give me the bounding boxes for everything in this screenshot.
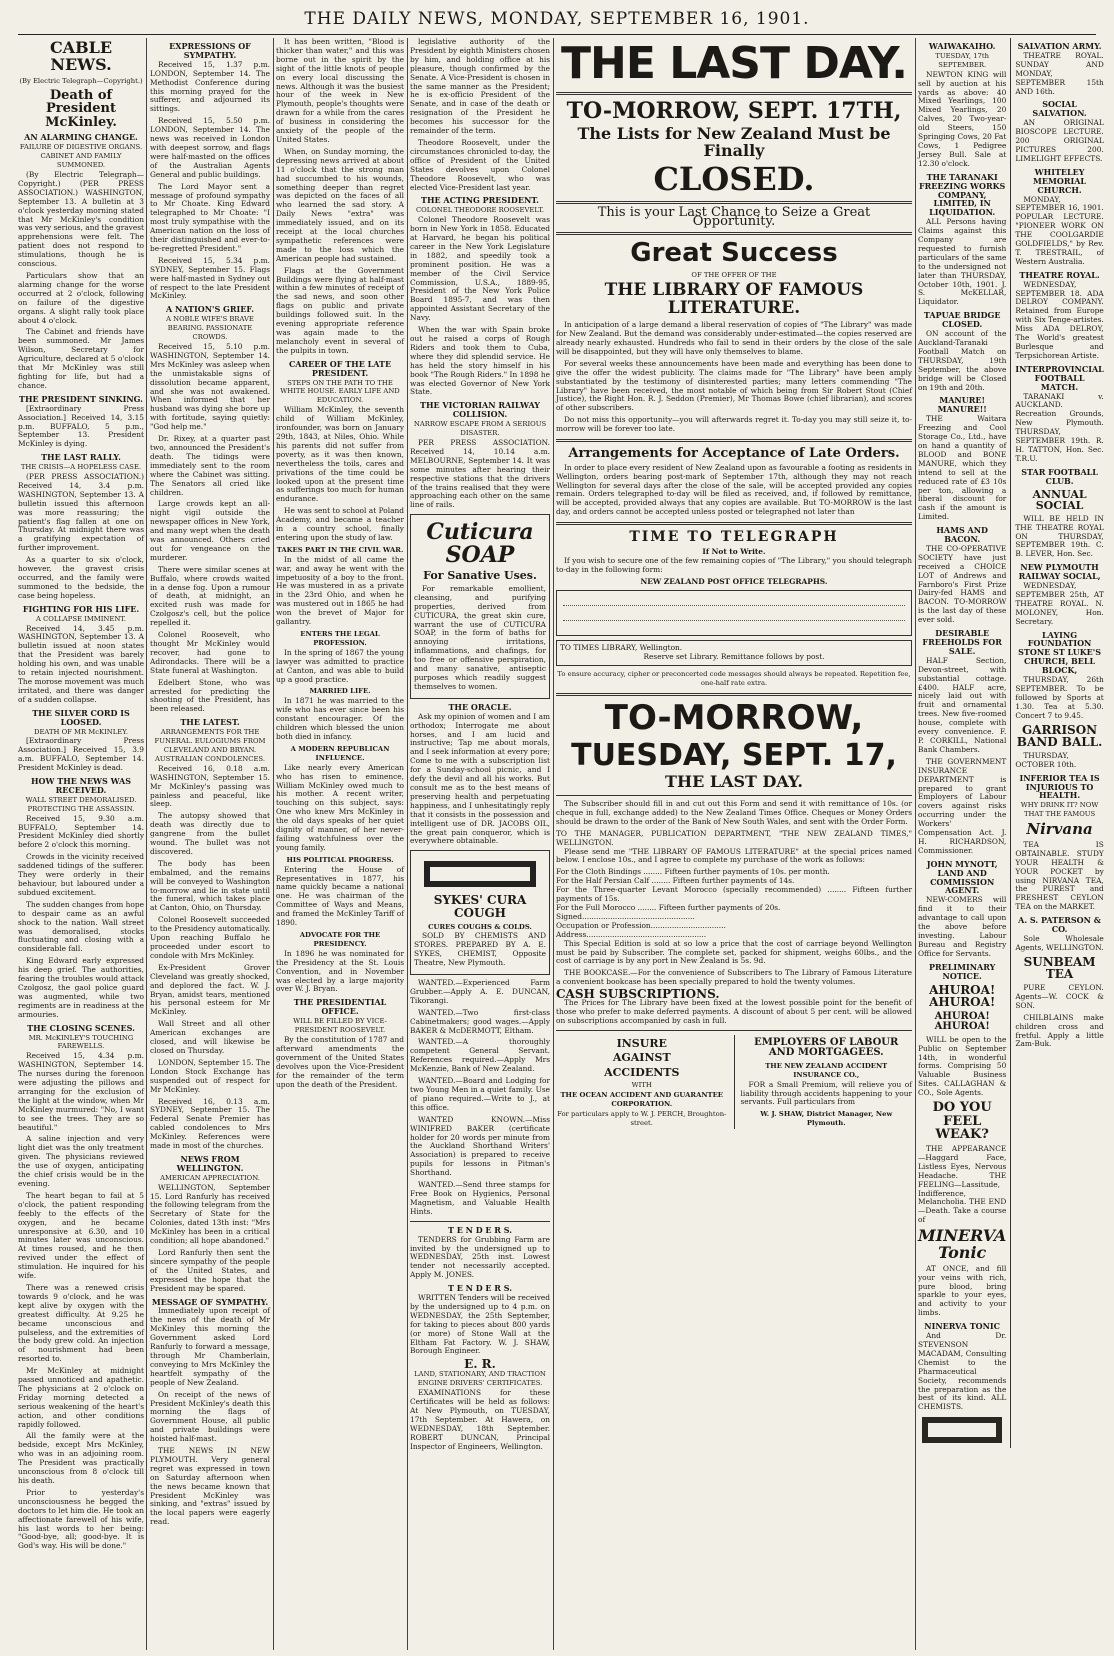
telegraph-text: Reserve set Library. Remittance follows by post. [643,652,825,662]
insure-company: THE OCEAN ACCIDENT AND GUARANTEE CORPORATION. [560,1091,723,1109]
steel-pills-illustration [920,1415,1004,1445]
ad-body: THE Waitara Freezing and Cool Storage Co., Ltd., have on hand a quantity of BLOOD and BONE MANURE, which they intend to sell at the reduced rate of £3 10s per ton, allowing a liberal discount for cash if the amount is Limited. [918,414,1007,522]
article-paragraph: Received 15, 5.34 p.m. SYDNEY, September 15. Flags were half-masted in Sydney out of respect to the late President McKinley. [150,255,270,301]
column-advertisements [918,38,1104,1650]
article-paragraph: Like nearly every American who has risen to eminence, William McKinley owed much to his mother. A recent writer, touching on this subject, says: One who knew Mrs McKinley in the old days speaks of her quiet dignity of manner, of her never-failing watchfulness over the young family. [276,762,404,852]
article-paragraph: Lord Ranfurly then sent the sincere sympathy of the people of the United States, and expressed the hope that the President may be spared. [150,1248,270,1293]
section-heading: THE CLOSING SCENES. [27,1022,135,1033]
section-heading: MESSAGE OF SYMPATHY. [151,1296,269,1307]
divider [556,795,912,796]
article-paragraph: In the midst of all came the war, and away he went with the impetuosity of a boy to the front. He was mustered in as a private in the 23rd Ohio, and when he was mustered out in 1865 he had won the brevet of Major for gallantry. [276,554,404,627]
ad-offer: OF THE OFFER OF THE [691,270,777,279]
employers-heading: EMPLOYERS OF LABOUR AND MORTGAGEES. [754,1036,899,1059]
section-subheading: AMERICAN APPRECIATION. [160,1173,260,1182]
section-heading: AN ALARMING CHANGE. [24,132,138,143]
library-advertisement [556,38,912,1650]
section-subheading: MARRIED LIFE. [309,687,371,696]
article-paragraph: King Edward early expressed his deep grief. The authorities, fearing the troubles would attack Czolgosz, the gaol police guard was augmented, while two regiments are in readiness at the armouries. [18,956,144,1019]
article-paragraph: Wall Street and all other American exchanges are closed, and will likewise be closed on Thursday. [150,1019,270,1055]
telegraph-form-heading: NEW ZEALAND POST OFFICE TELEGRAPHS. [640,576,828,586]
ad-body: THEATRE ROYAL. SUNDAY AND MONDAY, SEPTEMBER 15th AND 16th. [1015,50,1104,96]
ad-heading: THEATRE ROYAL. [1019,269,1100,280]
big-last-day: THE LAST DAY. [665,772,803,792]
masthead-rule [18,34,1096,35]
ads-subcolumn-left [918,38,1006,1448]
section-subheading: ARRANGEMENTS FOR THE FUNERAL. EULOGIUMS FROM CLEVELAND AND BRYAN. AUSTRALIAN CONDOLENCES. [154,728,266,763]
article-paragraph: By the constitution of 1787 and afterward amendments the government of the United States devolves upon the Vice-President for the remainder of the term upon the death of the President. [276,1034,404,1089]
article-paragraph: Particulars show that an alarming change for the worse occurred at 2 o'clock, following on failure of the digestive organs. A slight rally took place about 4 o'clock. [18,271,144,325]
ad-heading: TAPUAE BRIDGE CLOSED. [923,310,1001,330]
section-heading: THE LAST RALLY. [41,452,121,463]
article-paragraph: WELLINGTON, September 15. Lord Ranfurly has received the following telegram from the Secretary of State for the Colonies, dated 13th inst: "Mrs McKinley has been in a critical condition; all hope abandoned." [150,1182,270,1246]
section-subheading: MR. McKINLEY'S TOUCHING FAREWELLS. [28,1033,134,1051]
ad-body: Sole Wholesale Agents, WELLINGTON. [1015,933,1104,952]
article-paragraph: Mr McKinley at midnight passed unnoticed and apathetic. The physicians at 2 o'clock on Friday morning detected a serious weakening of the heart's action, and other conditions rapidly followed. [18,1366,144,1429]
ad-paragraph: Please send me "THE LIBRARY OF FAMOUS LITERATURE" at the special prices named below. I enclose 10s., and I agree to complete my purchase of the work as follows: [556,846,912,865]
article-paragraph: The Cabinet and friends have been summoned. Mr James Wilson, Secretary for Agriculture, declared at 5 o'clock that Mr McKinley was still fighting for life, but had a chance. [18,327,144,390]
article-paragraph: (PER PRESS ASSOCIATION.) Received 14, 3.4 p.m. WASHINGTON, September 13. A bulletin issued this afternoon was more reassuring; the patient's flag fallen at one on Thursday. At midnight there was a gratifying expectation of further improvement. [18,472,144,553]
ad-body: THE CO-OPERATIVE SOCIETY have just received a CHOICE LOT of Andrews and Farnboro's First Prize Dairy-fed HAMS and BACON. TO-MORROW is the last day of these ever sold. [918,543,1007,625]
column-divider [146,38,147,1650]
article-paragraph: Theodore Roosevelt, under the circumstances chronicled to-day, the office of President of the United States devolves upon Colonel Theodore Roosevelt, who was elected Vice-President last year. [410,137,550,192]
ad-body: WEDNESDAY, SEPTEMBER 25th, AT THEATRE ROYAL. N. MOLONEY, Hon. Secretary. [1015,581,1104,626]
employers-company: THE NEW ZEALAND ACCIDENT INSURANCE CO., [765,1061,888,1079]
ad-subtitle: The Lists for New Zealand Must be Finally [577,124,891,161]
article-paragraph: The heart began to fail at 5 o'clock, the patient responding feebly to the effects of the oxygen, and he became unresponsive at 6.30, and 10 minutes later was unconscious. At times roused, and he then revived under the effect of stimulation. He inquired for his wife. [18,1190,144,1281]
article-paragraph: Received 16, 0.13 a.m. SYDNEY, September 15. The Federal Senate Premier has cabled condolences to Mrs McKinley. References were made in most of the churches. [150,1096,270,1151]
article-paragraph: Dr. Rixey, at a quarter past two, announced the President's death. The tidings were immediately sent to the room where the Cabinet was sitting. The Senators all cried like children. [150,434,270,497]
form-line [563,608,905,621]
article-paragraph: Received 14, 3.45 p.m. WASHINGTON, September 13. A bulletin issued at noon states that the President was barely holding his own, and was unable to retain injected nourishment. The morose movement was much irritated, and there was danger of a sudden collapse. [18,623,144,704]
ad-paragraph: THE BOOKCASE.—For the convenience of Subscribers to The Library of Famous Literature a convenient bookcase has been specially prepared to hold the twenty volumes. [556,968,912,987]
cough-cure-bottle-illustration [420,857,540,891]
ad-library: THE LIBRARY OF FAMOUS LITERATURE. [604,280,864,319]
telegraph-note: To ensure accuracy, cipher or preconcerted code messages should always be repeated. Repetition fee, one-half rate extra. [557,670,911,688]
ad-paragraph: The Prices for The Library have been fixed at the lowest possible point for the benefit of those who prefer to make deferred payments. A discount of about 5 per cent. will be allowed on subscriptions accompanied by cash in full. [556,998,912,1025]
order-signature-field[interactable]: Signed................................................ [556,911,695,921]
divider [410,1221,550,1222]
section-heading: T E N D E R S. [447,1283,513,1294]
sykes-subtitle: CURES COUGHS & COLDS. [428,922,532,931]
article-paragraph: Received 15, 5.10 p.m. WASHINGTON, September 14. Mrs McKinley was asleep when the unmistakable signs of dissolution became apparent, and she was not awakened. When informed that her husband was dying she bore up with fortitude, saying quietly: "God help me." [150,342,270,432]
ad-closed: CLOSED. [653,159,815,198]
ad-paragraph: Do not miss this opportunity—you will afterwards regret it. To-day you may still seize it, to-morrow will be forever too late. [556,415,912,434]
article-paragraph: Received 15, 5.50 p.m. LONDON, September 14. The news was received in London with deepest sorrow, and flags were half-masted on the offices of the Australian Agents General and public buildings. [150,116,270,179]
section-subheading: ENTERS THE LEGAL PROFESSION. [300,630,380,647]
section-subheading: FAILURE OF DIGESTIVE ORGANS. CABINET AND FAMILY SUMMONED. [19,143,143,170]
article-paragraph: The body has been embalmed, and the remains will be conveyed to Washington to-morrow and lie in state until the funeral, which takes place at Canton, Ohio, on Thursday. [150,858,270,913]
section-heading: THE SILVER CORD IS LOOSED. [32,707,130,727]
section-subheading: COLONEL THEODORE ROOSEVELT. [415,206,545,215]
article-paragraph: Prior to yesterday's unconsciousness he begged the doctors to let him die. He took an affectionate farewell of his wife, his last words to her being: "Good-bye, all; good-bye. It is God's way. His will be done." [18,1487,144,1551]
section-heading: THE VICTORIAN RAILWAY COLLISION. [420,400,540,420]
ad-heading: LAYING FOUNDATION STONE ST LUKE'S CHURCH, BELL BLOCK, [1018,629,1101,676]
cash-heading: CASH SUBSCRIPTIONS. [556,987,720,1002]
article-paragraph: All the family were at the bedside, except Mrs McKinley, who was in an adjoining room. The President was practically unconscious from 8 o'clock till his death. [18,1431,144,1486]
ad-heading: SOCIAL SALVATION. [1032,99,1087,119]
ad-body: ON account of the Auckland-Taranaki Football Match on THURSDAY, 19th September, the above bridge will be Closed on 19th and 20th. [918,329,1007,392]
ad-subheading: WHY DRINK IT? NOW THAT THE FAMOUS [1020,801,1099,819]
divider [556,522,912,525]
article-paragraph: There was a renewed crisis towards 9 o'clock, and he was kept alive by oxygen with the greatest difficulty. At 9.25 he became unconscious and pulseless, and the extremities of the body grew cold. An injection of nourishment had been resorted to. [18,1282,144,1364]
article-paragraph: (By Electric Telegraph—Copyright.) (PER PRESS ASSOCIATION.) WASHINGTON, September 13. A bulletin at 3 o'clock yesterday morning stated that Mr McKinley's condition was very serious, and the gravest apprehensions were felt. The patient does not respond to stimulations, though he is conscious. [18,170,144,269]
ad-body: SOLD BY CHEMISTS AND STORES. PREPARED BY A. E. SYKES, CHEMIST, Opposite Theatre, New Plymouth. [414,931,546,968]
cuticura-ad [410,514,550,699]
order-address-field[interactable]: Address................................................... [556,929,707,939]
section-subheading: WILL BE FILLED BY VICE-PRESIDENT ROOSEVELT. [293,1017,387,1035]
article-paragraph: Received 15, 1.37 p.m. LONDON, September 14. The Methodist Conference during this morning prayed for the sufferer, and adjourned its sittings. [150,59,270,114]
ad-paragraph: In anticipation of a large demand a liberal reservation of copies of "The Library" was made for New Zealand. But the demand was considerably under-estimated—the copies reserved are already nearly exhausted. Hundreds who fail to send in their orders by the close of the sale will be disappointed, but they will have only themselves to blame. [556,320,912,356]
ad-heading: MANURE! MANURE!! [937,395,987,415]
divider [556,232,912,235]
article-paragraph: When, on Sunday morning, the depressing news arrived at about 11 o'clock that the strong man had succumbed to his wounds, something deeper than regret was depicted on the faces of all who learned the sad story. A Daily News "extra" was immediately issued, and on its receipt at the local churches sympathetic references were made to the loss which the American people had sustained. [276,146,404,263]
order-address: TO THE MANAGER, PUBLICATION DEPARTMENT, "THE NEW ZEALAND TIMES," WELLINGTON. [556,828,912,847]
classified-ad: WANTED.—Send three stamps for Free Book on Hygienics, Personal Magnetism, and Valuable Health Hints. [410,1180,550,1216]
ad-title: THE LAST DAY. [561,38,907,89]
telegraph-message [556,640,912,666]
ad-body: TEA IS OBTAINABLE. STUDY YOUR HEALTH & YOUR POCKET by using NIRVANA TEA, the PUREST and FRESHEST CEYLON TEA on the MARKET. [1015,839,1104,912]
article-paragraph: Immediately upon receipt of the news of the death of Mr McKinley this morning the Government asked Lord Ranfurly to forward a message, through Mr Chamberlain, conveying to Mrs McKinley the heartfelt sympathy of the people of New Zealand. [150,1306,270,1387]
ad-heading: NINERVA TONIC [924,1321,1001,1332]
divider [556,1030,912,1031]
ad-body: ALL Persons having Claims against this Company are requested to furnish particulars of the same to the undersigned not later than THURSDAY, October 10th, 1901. J. S. McKELLAR, Liquidator. [918,217,1007,307]
ad-heading: PRELIMINARY NOTICE. [928,961,996,981]
classified-ad: WANTED.—Experienced Farm Grubber.—Apply A. E. DUNCAN, Tikorangi. [410,978,550,1005]
section-heading: THE ORACLE. [448,701,512,712]
section-heading: HOW THE NEWS WAS RECEIVED. [30,776,132,795]
section-subheading: A MODERN REPUBLICAN INFLUENCE. [290,744,390,762]
ad-heading: INTERPROVINCIAL FOOTBALL MATCH. [1015,363,1104,392]
article-paragraph: On receipt of the news of President McKinley's death this morning the flags of Government House, all public and private buildings were hoisted half-mast. [150,1389,270,1444]
nirvana-logo: Nirvana [1026,820,1093,839]
section-heading: NEWS FROM WELLINGTON. [176,1153,244,1173]
section-heading: THE PRESIDENT SINKING. [19,393,143,404]
section-heading: T E N D E R S. [447,1224,513,1235]
section-subheading: TAKES PART IN THE CIVIL WAR. [276,545,404,554]
article-paragraph: Received 16, 0.18 a.m. WASHINGTON, September 15. Mr McKinley's passing was painless and peaceful, like sleep. [150,763,270,809]
ad-paragraph: In order to place every resident of New Zealand upon as favourable a footing as residents in Wellington, orders bearing post-mark of September 17th, although they may not reach Wellington for several days after the close of the sale, will be accepted provided any copies remain. Orders telegraphed to-day will be filed as received, and, if followed by remittance, will be accepted, provided always that any copies are available. But TO-MORROW is the last day, and orders cannot be accepted unless posted or telegraphed not later than [556,462,912,517]
ad-heading: STAR FOOTBALL CLUB. [1021,466,1098,486]
ad-body: THURSDAY, OCTOBER 10th. [1015,750,1077,769]
section-subheading: NARROW ESCAPE FROM A SERIOUS DISASTER. [413,420,547,438]
telegraph-form[interactable] [556,590,912,636]
ad-body: PURE CEYLON. Agents—W. COCK & SON. [1015,982,1104,1010]
ad-heading: SUNBEAM TEA [1023,954,1096,982]
order-option[interactable]: For the Half Persian Calf ........ Fifteen further payments of 14s. [556,876,795,886]
insure-word: INSURE [616,1036,667,1050]
ad-paragraph: This Special Edition is sold at so low a price that the cost of carriage beyond Wellington must be paid by Subscriber. The complete set, packed for shipment, weighs 60lbs., and the cost of carriage is by any port in New Zealand is 5s. 9d. [556,938,912,966]
article-paragraph: It has been written, "Blood is thicker than water," and this was borne out in the spirit by the sight of the little knots of people on every local discussing the news. Although it was the busiest hour of the week in New Plymouth, people's thoughts were drawn for a while from the cares of business in considering the anxiety of the people of the United States. [276,37,404,144]
ad-body: WILL BE HELD IN THE THEATRE ROYAL ON THURSDAY, SEPTEMBER 19th. C. B. LEVER, Hon. Sec. [1015,513,1104,559]
section-subheading: HIS POLITICAL PROGRESS. [286,855,394,864]
column-cable-news [18,38,144,1650]
article-paragraph: He was sent to school at Poland Academy, and became a teacher in a country school, finally entering upon the study of law. [276,506,404,542]
section-heading: FIGHTING FOR HIS LIFE. [22,603,140,614]
column-roosevelt-ads [410,38,550,1650]
column-career [276,38,404,1650]
article-paragraph: In 1896 he was nominated for the Presidency at the St. Louis Convention, and in November was elected by a large majority over W. J. Bryan. [276,948,404,994]
column-divider [273,38,274,1650]
classified-ad: WANTED.—A thoroughly competent General Servant. References required.—Apply Mrs McKenzie, Bank of New Zealand. [410,1037,550,1074]
ad-body: AT ONCE, and fill your veins with rich, pure blood, bring sparkle to your eyes, and activity to your limbs. [918,1263,1007,1318]
section-heading: CAREER OF THE LATE PRESIDENT. [288,358,392,378]
article-paragraph: Colonel Roosevelt succeeded to the Presidency automatically. Upon reaching Buffalo he proceeded under escort to condole with Mrs McKinley. [150,915,270,960]
ad-body: NEW-COMERS will find it to their advantage to call upon the above before investing. Labour Bureau and Registry Office for Servants. [918,895,1007,958]
ad-body: NEWTON KING will sell by auction at his yards as above: 40 Mixed Yearlings, 100 Mixed Yearlings, 20 Calves, 20 Two-year-old Steers, 150 Springing Cows, 20 Fat Cows, 1 Pedigree Jersey Bull. Sale at 12.30 o'clock. [918,69,1007,168]
article-paragraph: [Extraordinary Press Association.] Received 14, 3.15 p.m. BUFFALO, 5 p.m., September 13. President McKinley is dying. [18,403,144,449]
order-option[interactable]: For the Full Morocco ........ Fifteen further payments of 20s. [556,903,781,913]
ad-subheading: TUESDAY, 17th SEPTEMBER. [935,51,989,69]
ad-banner: ANNUAL SOCIAL [1032,487,1087,513]
article-paragraph: William McKinley, the seventh child of William McKinley, ironfounder, was born on January 29th, 1843, at Niles, Ohio. While his parents did not suffer from poverty, as it was then known, nevertheless the toils, cares and privations of the time could be looked upon at the present time as sufferings too much for human endurance. [276,405,404,504]
article-paragraph: When the war with Spain broke out he raised a corps of Rough Riders and took them to Cuba, where they did splendid service. He has held the story himself in his book "The Rough Riders." In 1898 he was elected Governor of New York State. [410,325,550,397]
ad-chance: This is your Last Chance to Seize a Great Opportunity. [597,205,871,230]
insure-apply: For particulars apply to W. J. PERCH, Broughton-street. [557,1110,727,1128]
classified-ad: WANTED.—Two first-class Cabinetmakers; good wages.—Apply BAKER & McDERMOTT, Eltham. [410,1007,550,1035]
article-paragraph: Colonel Theodore Roosevelt was born in New York in 1858. Educated at Harvard, he began his political career in the New York Legislature in 1882, and speedily took a prominent position. He was a member of the Civil Service Commission, U.S.A., 1889-95, President of the New York Police Board 1895-7, and was then appointed Assistant Secretary of the Navy. [410,215,550,323]
section-heading: THE LATEST. [180,717,240,728]
ad-success: Great Success [630,238,838,269]
article-paragraph: THE NEWS IN NEW PLYMOUTH. Very general regret was expressed in town on Saturday afternoon when the news became known that President McKinley was sinking, and "extras" issued by the local papers were eagerly read. [150,1446,270,1527]
ad-heading: DESIRABLE FREEHOLDS FOR SALE. [922,628,1002,656]
ad-heading: GARRISON BAND BALL. [1016,722,1103,750]
section-subheading: WALL STREET DEMORALISED. PROTECTING THE ASSASSIN. [25,795,137,813]
section-subheading: THE CRISIS—A HOPELESS CASE. [20,463,142,472]
ad-heading: A. S. PATERSON & CO. [1018,915,1101,935]
ad-heading: THE TARANAKI FREEZING WORKS COMPANY, LIMITED, IN LIQUIDATION. [918,171,1006,218]
ads-two-col [918,38,1104,1448]
section-heading: THE PRESIDENTIAL OFFICE. [293,997,387,1017]
article-paragraph: Received 15, 4.34 p.m. WASHINGTON, September 14. The nurses during the forenoon were adjusting the pillows and arranging for the exclusion of the light at the window, when Mr McKinley murmured: "No, I want to see the trees. They are so beautiful." [18,1051,144,1132]
classified-ad: WANTED KNOWN.—Miss WINIFRED BAKER (certificate holder for 20 words per minute from the Auckland Shorthand Writers' Association) is prepared to receive pupils for lessons in Pitman's Shorthand. [410,1114,550,1178]
insurance-ads-row [556,1035,912,1129]
article-paragraph: As a quarter to six o'clock, however, the gravest crisis occurred, and the family were summoned to the bedside, the case being hopeless. [18,555,144,600]
ad-paragraph: For several weeks these announcements have been made and everything has been done to give the offer the widest publicity. The claims made for "The Library" have been amply substantiated by the testimony of disinterested parties; many letters commending "The Library" have been received, the most notable of which being from Sir Robert Stout (Chief Justice), the Right Hon. R. J. Seddon (Premier), Mr Thomas Bowe (chief librarian), and scores of other subscribers. [556,358,912,413]
cuticura-subtitle: For Sanative Uses. [423,569,537,583]
classified-ad: WRITTEN Tenders will be received by the undersigned up to 4 p.m. on WEDNESDAY, the 25th September, for taking to pieces about 800 yards (or more) of Stone Wall at the Eltham Fat Factory. W. J. SHAW, Borough Engineer. [410,1293,550,1356]
classified-ad: TENDERS for Grubbing Farm are invited by the undersigned up to WEDNESDAY, 25th inst. Lowest tender not necessarily accepted. Apply M. JONES. [410,1234,550,1280]
ahuroa-line: AHUROA! AHUROA! [929,982,996,1010]
article-paragraph: In 1871 he was married to the wife who has ever since been his constant encourager. Of the children which blessed the union both died in infancy. [276,696,404,741]
section-subheading: ADVOCATE FOR THE PRESIDENCY. [299,931,381,948]
section-subheading: DEATH OF MR McKINLEY. [34,727,128,736]
article-paragraph: Ex-President Grover Cleveland was greatly shocked, and deplored the fact. W. J. Bryan, amidst tears, mentioned his personal esteem for Mr McKinley. [150,962,270,1017]
ad-body: TARANAKI v. AUCKLAND. Recreation Grounds, New Plymouth. THURSDAY, SEPTEMBER 19th. R. H. TATTON, Hon. Sec. T.R.U. [1015,391,1104,463]
order-option[interactable]: For the Cloth Bindings ........ Fifteen further payments of 10s. per month. [556,867,830,877]
employers-ad [734,1035,913,1129]
ad-heading: HAMS AND BACON. [936,525,988,545]
article-paragraph: PER PRESS ASSOCIATION. Received 14, 10.14 a.m. MELBOURNE, September 14. It was some minutes after hearing their respective stations that the drivers of the trains realised that they were approaching each other on the same line of rails. [410,437,550,510]
article-paragraph: [Extraordinary Press Association.] Received 15, 3.9 a.m. BUFFALO, September 14. President McKinley is dead. [18,736,144,773]
article-paragraph: In the spring of 1867 the young lawyer was admitted to practice at Canton, and was able to build up a good practice. [276,647,404,684]
classified-ad: EXAMINATIONS for these Certificates will be held as follows: At New Plymouth, on TUESDAY, 17th September. At Hawera, on WEDNESDAY, 18th September. ROBERT DUNCAN, Principal Inspector of Engineers, Wellington. [410,1388,550,1451]
article-paragraph: Flags at the Government Buildings were flying at half-mast within a few minutes of receipt of the sad news, and soon other flags on public and private buildings followed suit. In the evening appropriate reference was again made to the melancholy event in several of the pulpits in town. [276,265,404,355]
ad-date: TO-MORROW, SEPT. 17TH, [566,98,902,125]
section-heading: THE ACTING PRESIDENT. [421,195,539,206]
ad-heading: WHITELEY MEMORIAL CHURCH. [1033,166,1087,195]
divider [556,201,912,204]
divider [556,693,912,696]
section-subheading: STEPS ON THE PATH TO THE WHITE HOUSE. EARLY LIFE AND EDUCATION. [280,378,400,405]
telegraph-heading: TIME TO TELEGRAPH [629,529,839,546]
ad-body: WEDNESDAY, SEPTEMBER 18. ADA DELROY COMPANY. Retained from Europe with Six Tenge-artistes. Miss ADA DELROY, The World's greatest Burlesque and Terpsichorean Artiste. [1015,279,1104,360]
section-subheading: A COLLAPSE IMMINENT. [36,614,126,623]
section-heading: E. R. [464,1357,496,1372]
ad-heading: DO YOU FEEL WEAK? [932,1100,992,1143]
ad-paragraph: If you wish to secure one of the few remaining copies of "The Library," you should telegraph to-day in the following form: [556,555,912,574]
ahuroa-line: AHUROA! AHUROA! [934,1010,990,1033]
ad-body: And Dr. STEVENSON MACADAM, Consulting Chemist to the Pharmaceutical Society, recommends the preparation as the best of its kind. ALL CHEMISTS. [918,1331,1007,1412]
ad-body: For remarkable emollient, cleansing, and purifying properties, derived from CUTICURA, the great skin cure, warrant the use of CUTICURA SOAP, in the form of baths for annoying irritations, inflammations, and chafings, for too free or offensive perspiration, and many sanative, antiseptic purposes which readily suggest themselves to women. [414,583,546,691]
article-paragraph: Received 15, 9.30 a.m. BUFFALO, September 14. President McKinley died shortly before 2 o'clock this morning. [18,813,144,850]
article-paragraph: There were similar scenes at Buffalo, where crowds waited in a dense fog. Upon a rumour of death, at midnight, an excited rush was made for Czolgosz's cell, but the police repelled it. [150,564,270,628]
article-paragraph: Edelbert Stone, who was arrested for predicting the shooting of the President, has been released. [150,677,270,714]
ad-heading: JOHN MYNOTT, LAND AND COMMISSION AGENT. [926,858,998,896]
section-subheading: A NOBLE WIFE'S BRAVE BEARING. PASSIONATE CROWDS. [166,315,254,342]
ad-heading: SALVATION ARMY. [1017,41,1102,51]
ad-paragraph: The Subscriber should fill in and cut out this Form and send it with remittance of 10s. (or cheque in full, exchange added) to the New Zealand Times Office. Cheques or Money Orders should be drawn to the order of the Bank of New South Wales, and sent with the Order Form. [556,799,912,826]
big-date: TUESDAY, SEPT. 17, [571,737,897,773]
classified-ad: WANTED.—Board and Lodging for two Young Men in a quiet family. Use of piano required.—Write to J., at this office. [410,1076,550,1112]
article-paragraph: A saline injection and very light diet was the only treatment given. The physicians reviewed the use of oxygen, anticipating the chief crisis would be in the evening. [18,1134,144,1189]
ad-body: WILL be open to the Public on September 14th, in wonderful forms. Comprising 50 Valuable Business Sites. CALLAGHAN & CO., Sole Agents. [918,1034,1007,1098]
article-paragraph: The sudden changes from hope to despair came as an awful shock to the nation. Wall street was demoralised, stocks fluctuating and closing with a considerable fall. [18,899,144,954]
sykes-title: SYKES' CURA COUGH [433,893,527,920]
insure-word: ACCIDENTS [604,1065,680,1079]
order-option[interactable]: For the Three-quarter Levant Morocco (specially recommended) ........ Fifteen further payments of 15s. [556,885,912,904]
column-divider [407,38,408,1650]
employers-agent: W. J. SHAW, District Manager, New Plymouth. [760,1110,893,1128]
cable-news-title: CABLE NEWS. [49,38,113,74]
insure-word: AGAINST [612,1051,671,1065]
section-heading: A NATION'S GRIEF. [165,304,255,315]
order-occupation-field[interactable]: Occupation or Profession................................ [556,920,726,930]
ad-heading: NEW PLYMOUTH RAILWAY SOCIAL, [1018,562,1101,582]
ads-subcolumn-right [1010,38,1103,1448]
ad-body: THE GOVERNMENT INSURANCE DEPARTMENT is prepared to grant Employers of Labour covers against risks occurring under the Workers' Compensation Act. J. H. RICHARDSON, Commissioner. [918,756,1007,855]
sykes-cough-ad [410,850,550,975]
cable-news-byline: (By Electric Telegraph—Copyright.) [19,76,143,85]
big-tomorrow: TO-MORROW, [604,698,864,739]
ad-heading: WAIWAKAIHO. [928,41,996,51]
ad-body: MONDAY, SEPTEMBER 16, 1901. POPULAR LECTURE. "PIONEER WORK ON THE COOLGARDIE GOLDFIELDS," by Rev. T. TRESTRAIL, of Western Australia. [1015,194,1104,266]
ad-paragraph: FOR a Small Premium, will relieve you of liability through accidents happening to your servants. Full particulars from [740,1079,912,1107]
article-paragraph: LONDON, September 15. The London Stock Exchange has suspended out of respect for Mr McKinley. [150,1057,270,1094]
ad-body: THURSDAY, 26th SEPTEMBER. To be followed by Sports at 1.30. Tea at 5.30. Concert 7 to 9.45. [1015,675,1104,720]
insure-with: WITH [631,1081,652,1090]
article-paragraph: legislative authority of the President by eighth Ministers chosen by him, and holding office at his pleasure, though confirmed by the Senate. A Vice-President is chosen in the same manner as the President; he is ex-officio President of the Senate, and in case of the death or resignation of the President he becomes his successor for the remainder of the term. [410,37,550,136]
column-sympathy [150,38,270,1650]
article-paragraph: Crowds in the vicinity received saddened tidings of the sufferer. They were orderly in their behaviour, but laboured under a subdued excitement. [18,852,144,897]
divider [556,92,912,95]
telegraph-to: TO TIMES LIBRARY, Wellington. [560,643,683,653]
article-paragraph: The Lord Mayor sent a message of profound sympathy to Mr Choate. King Edward telegraphed to Mr Choate: "I most truly sympathise with the American nation on the loss of their distinguished and ever-to-be-regretted President." [150,181,270,253]
section-heading: EXPRESSIONS OF SYMPATHY. [169,41,251,60]
divider [556,439,912,442]
ad-body: CHILBLAINS make children cross and fretful. Apply a little Zam-Buk. [1015,1012,1104,1049]
article-paragraph: Large crowds kept an all-night vigil outside the newspaper offices in New York, and many wept when the death was announced. Others cried out for vengeance on the murderer. [150,499,270,562]
column-divider [915,38,916,1650]
form-line [563,593,905,606]
ad-body: HALF Section, Devon-street, with substantial cottage. £400. HALF acre, nicely laid out with fruit and ornamental trees. New five-roomed house, complete with every convenience. F. P. CORKILL, National Bank Chambers. [918,655,1007,754]
telegraph-subheading: If Not to Write. [702,546,766,556]
ocean-accident-ad [556,1035,728,1129]
ad-body: Ask my opinion of women and I am orthodox; Interrogate me about horses, and I am lucid and instructive; Tap me about morals, and I seek information at every pore; Come to me with a subscription list for a Sunday-school picnic, and I defy the devil and all his works. But consult me as to the best means of preserving health and perpetuating happiness, and I unhesitatingly reply that it consists in the possession and intelligent use of DR. JACOBS OIL, the great pain conqueror, which is everywhere obtainable. [410,711,550,846]
article-paragraph: Entering the House of Representatives in 1877, his name quickly became a national one. He was chairman of the Committee of Ways and Means, and framed the McKinley Tariff of 1890. [276,864,404,928]
ad-body: AN ORIGINAL BIOSCOPE LECTURE. 200 ORIGINAL PICTURES 200. LIMELIGHT EFFECTS. [1015,118,1104,163]
minerva-logo: MINERVA Tonic [918,1226,1007,1262]
masthead: THE DAILY NEWS, MONDAY, SEPTEMBER 16, 1901. [304,9,810,29]
article-paragraph: The autopsy showed that death was directly due to gangrene from the bullet wound. The bullet was not discovered. [150,811,270,856]
article-paragraph: Colonel Roosevelt, who thought Mr McKinley would recover, had gone to Adirondacks. There will be a State funeral at Washington. [150,630,270,675]
ad-heading: INFERIOR TEA IS INJURIOUS TO HEALTH. [1019,772,1100,801]
arrangements-heading: Arrangements for Acceptance of Late Orders. [568,446,900,462]
cuticura-title: Cuticura SOAP [426,519,534,569]
section-subheading: LAND, STATIONARY, AND TRACTION ENGINE DRIVERS' CERTIFICATES. [414,1370,546,1388]
headline: Death of President McKinley. [45,87,117,130]
ad-body: THE APPEARANCE—Haggard Face, Listless Eyes, Nervous Headache. THE FEELING—Lassitude, Indifference, Melancholia. THE END—Death. Take a course of [918,1143,1007,1225]
column-divider [553,38,554,1650]
